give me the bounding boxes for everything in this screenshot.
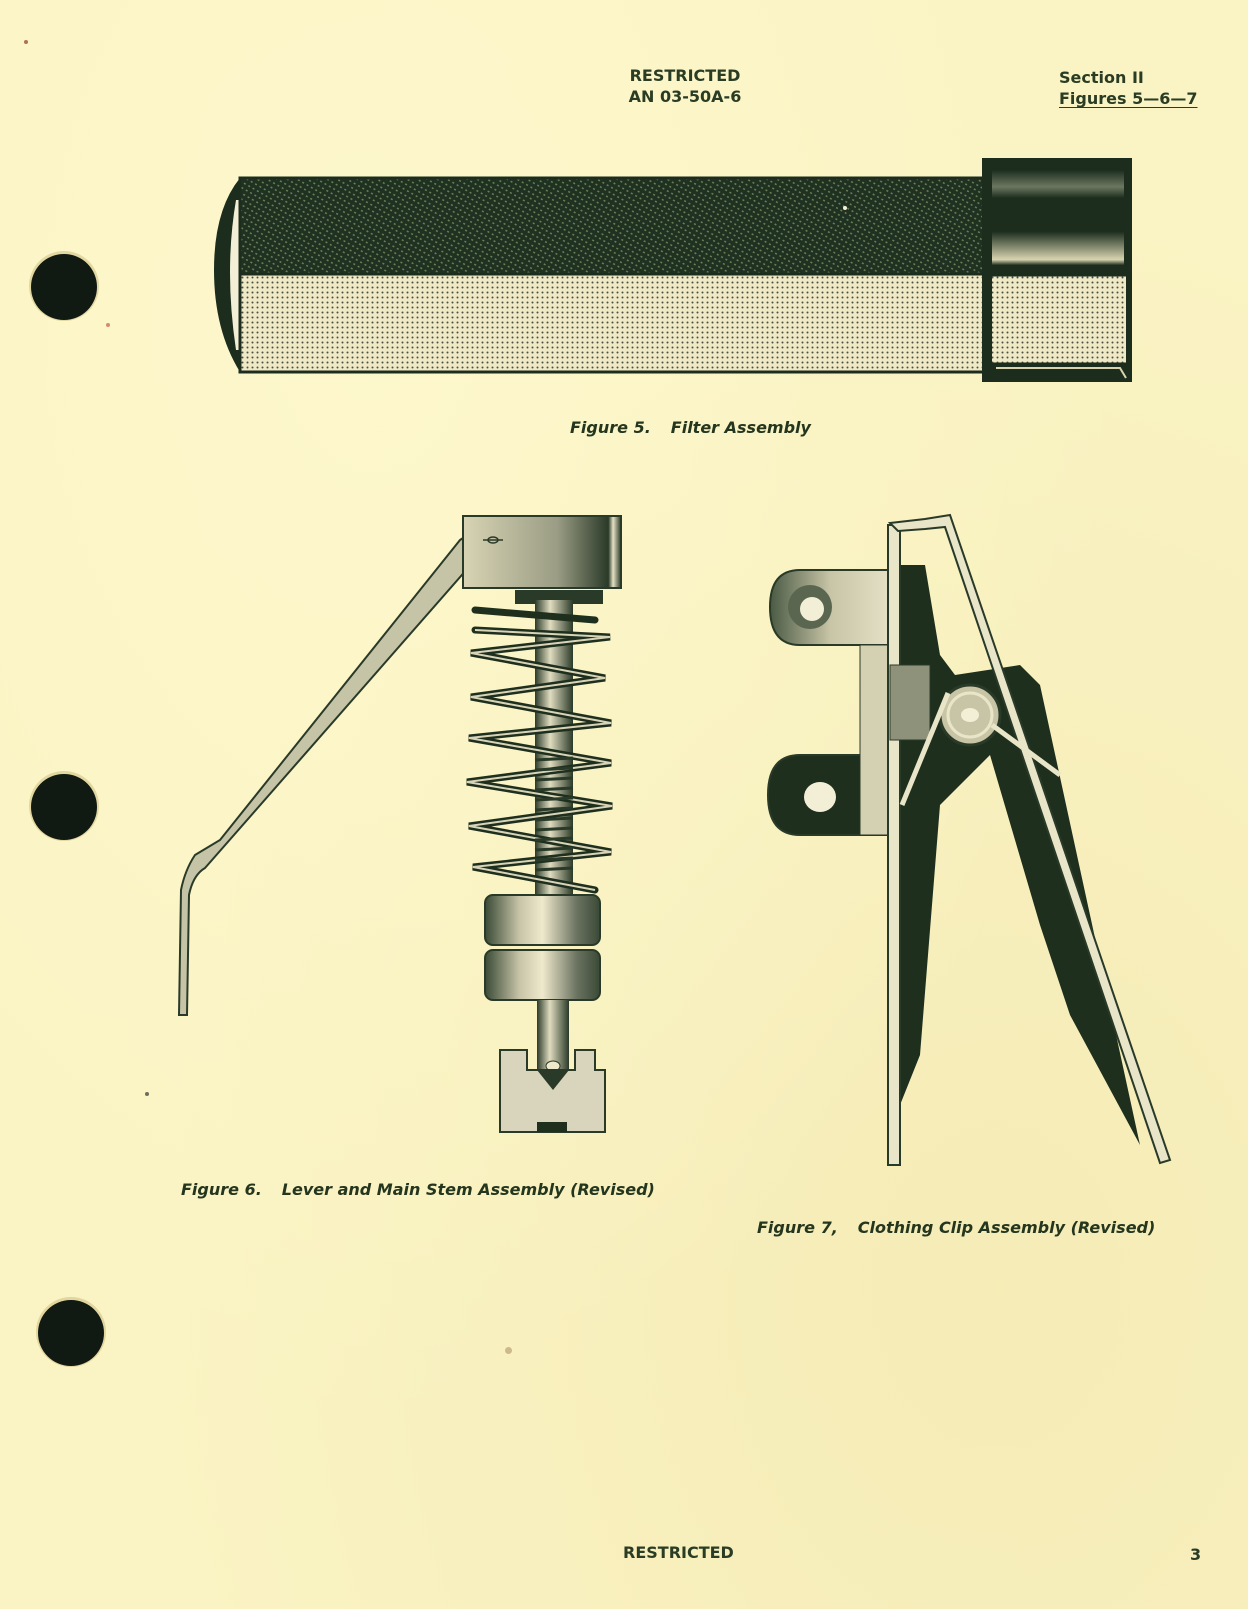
page-header-right bbox=[1059, 67, 1198, 109]
page-header-center bbox=[585, 65, 785, 107]
filter-assembly-illustration bbox=[210, 150, 1150, 390]
binder-hole-top bbox=[31, 254, 97, 320]
paper-speck bbox=[505, 1347, 512, 1354]
figure-7-title: Clothing Clip Assembly (Revised) bbox=[857, 1218, 1156, 1237]
figure-6-title: Lever and Main Stem Assembly (Revised) bbox=[281, 1180, 655, 1199]
document-number: AN 03-50A-6 bbox=[628, 87, 742, 106]
classification-label: RESTRICTED bbox=[629, 66, 741, 85]
figure-5-title: Filter Assembly bbox=[670, 418, 811, 437]
figures-reference: Figures 5—6—7 bbox=[1059, 89, 1198, 108]
figure-6-caption bbox=[181, 1180, 655, 1199]
page-number: 3 bbox=[1190, 1545, 1202, 1564]
binder-hole-bottom bbox=[38, 1300, 104, 1366]
section-label: Section II bbox=[1059, 68, 1144, 87]
figure-5-number: Figure 5. bbox=[570, 418, 651, 437]
figure-5-caption bbox=[570, 418, 811, 437]
clothing-clip-illustration bbox=[740, 505, 1190, 1185]
binder-hole-middle bbox=[31, 774, 97, 840]
footer-classification: RESTRICTED bbox=[623, 1543, 734, 1562]
paper-speck bbox=[106, 323, 110, 327]
paper-speck bbox=[145, 1092, 149, 1096]
paper-speck bbox=[24, 40, 28, 44]
figure-7-number: Figure 7, bbox=[757, 1218, 838, 1237]
figure-6-number: Figure 6. bbox=[181, 1180, 262, 1199]
lever-main-stem-illustration bbox=[175, 510, 645, 1150]
figure-7-caption bbox=[757, 1218, 1155, 1237]
